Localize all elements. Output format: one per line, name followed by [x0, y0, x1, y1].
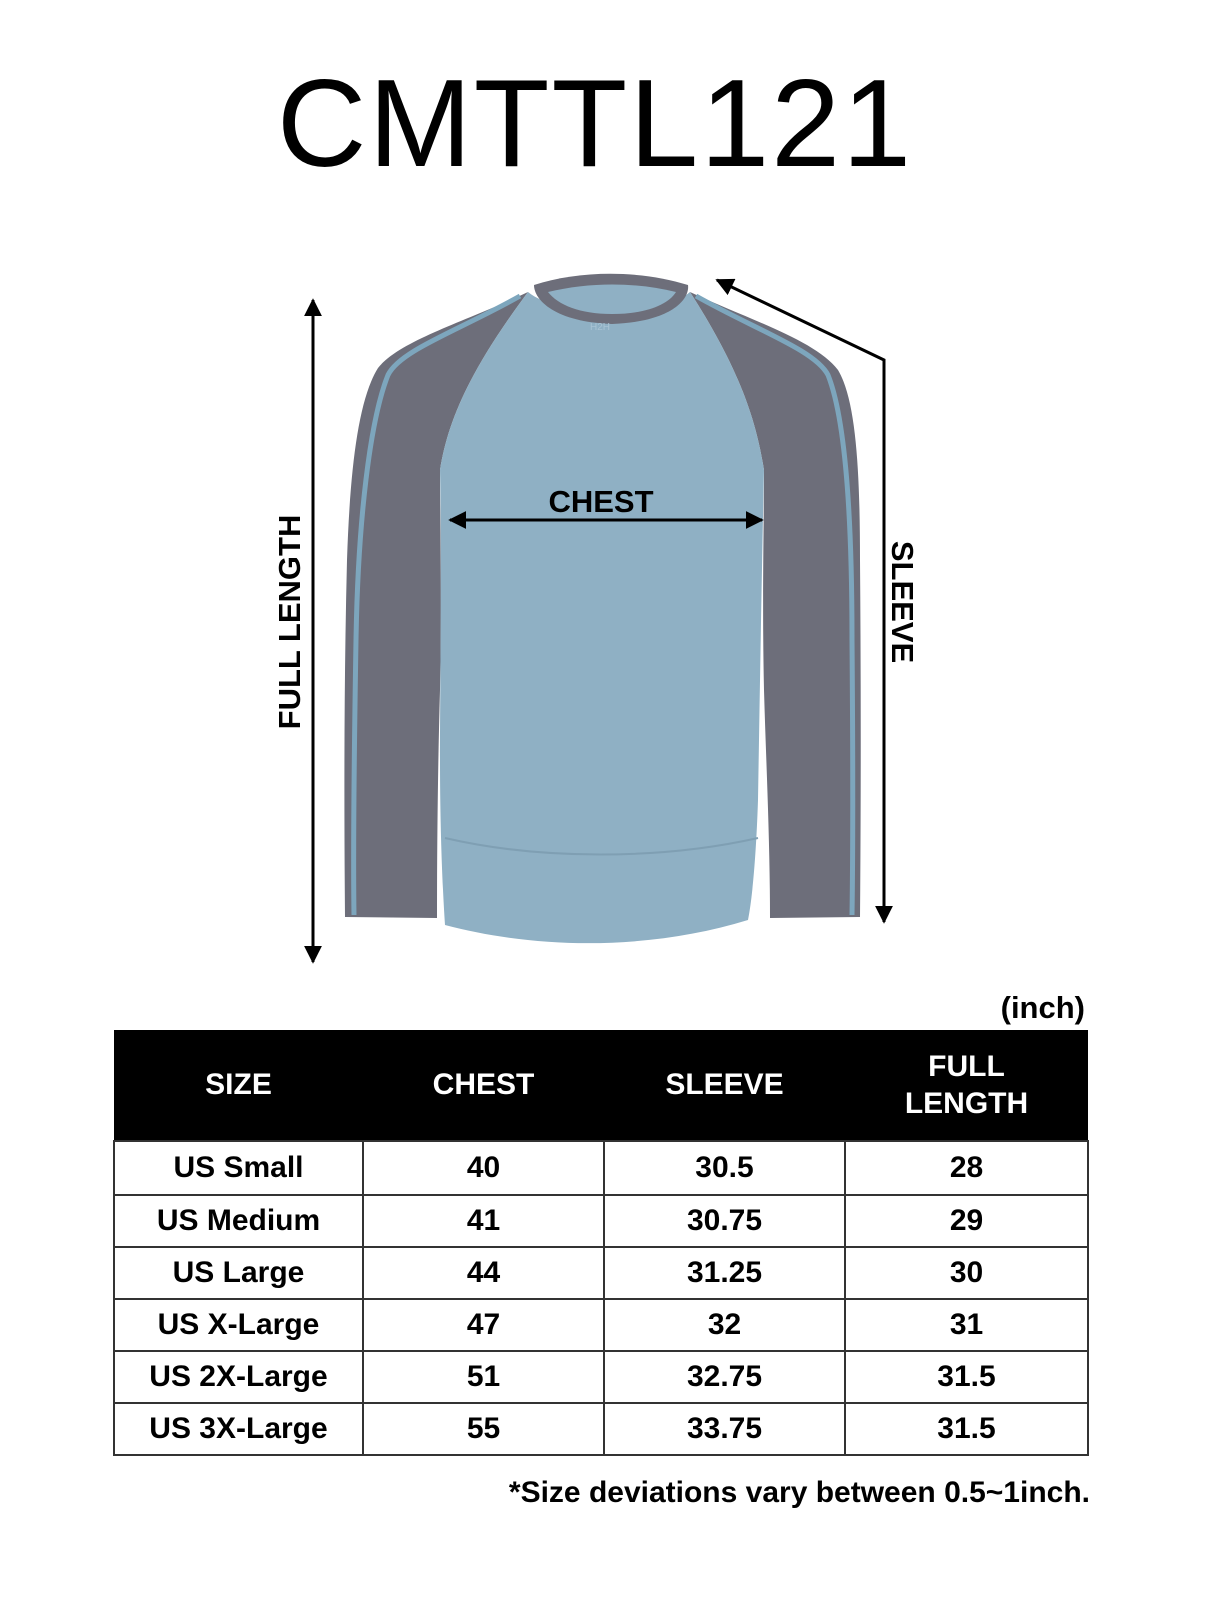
- sleeve-cell: 32.75: [604, 1351, 845, 1403]
- size-cell: US Large: [114, 1247, 363, 1299]
- size-chart-table: [113, 1030, 1089, 1456]
- header-sleeve: SLEEVE: [604, 1030, 845, 1141]
- sleeve-cell: 31.25: [604, 1247, 845, 1299]
- table-row: [114, 1403, 1088, 1455]
- sleeve-cell: 30.75: [604, 1195, 845, 1247]
- full-length-label: FULL LENGTH: [272, 514, 307, 730]
- table-row: [114, 1299, 1088, 1351]
- header-chest: CHEST: [363, 1030, 604, 1141]
- brand-tag: H2H: [590, 322, 611, 333]
- full-length-cell: 30: [845, 1247, 1088, 1299]
- chest-cell: 55: [363, 1403, 604, 1455]
- full-length-cell: 31.5: [845, 1403, 1088, 1455]
- table-row: [114, 1195, 1088, 1247]
- size-cell: US X-Large: [114, 1299, 363, 1351]
- table-row: [114, 1351, 1088, 1403]
- size-deviation-footnote: *Size deviations vary between 0.5~1inch.: [508, 1476, 1090, 1509]
- header-full-length-line1: FULL: [928, 1049, 1005, 1083]
- full-length-cell: 28: [845, 1141, 1088, 1195]
- header-full-length-line2: LENGTH: [904, 1087, 1029, 1120]
- sleeve-cell: 30.5: [604, 1141, 845, 1195]
- chest-cell: 44: [363, 1247, 604, 1299]
- sleeve-cell: 33.75: [604, 1403, 845, 1455]
- size-cell: US 3X-Large: [114, 1403, 363, 1455]
- chest-label: CHEST: [548, 484, 654, 519]
- chest-cell: 40: [363, 1141, 604, 1195]
- sleeve-label: SLEEVE: [885, 540, 920, 664]
- shirt-illustration: [344, 274, 860, 943]
- chest-cell: 41: [363, 1195, 604, 1247]
- table-row: [114, 1247, 1088, 1299]
- table-row: [114, 1141, 1088, 1195]
- sleeve-cell: 32: [604, 1299, 845, 1351]
- table-header-row: [114, 1030, 1088, 1141]
- full-length-cell: 29: [845, 1195, 1088, 1247]
- size-cell: US Small: [114, 1141, 363, 1195]
- header-full-length: [845, 1030, 1088, 1141]
- size-cell: US Medium: [114, 1195, 363, 1247]
- chest-cell: 47: [363, 1299, 604, 1351]
- full-length-cell: 31: [845, 1299, 1088, 1351]
- product-code-title: CMTTL121: [276, 55, 914, 193]
- unit-label: (inch): [1000, 990, 1085, 1025]
- size-cell: US 2X-Large: [114, 1351, 363, 1403]
- chest-cell: 51: [363, 1351, 604, 1403]
- header-size: SIZE: [114, 1030, 363, 1141]
- full-length-cell: 31.5: [845, 1351, 1088, 1403]
